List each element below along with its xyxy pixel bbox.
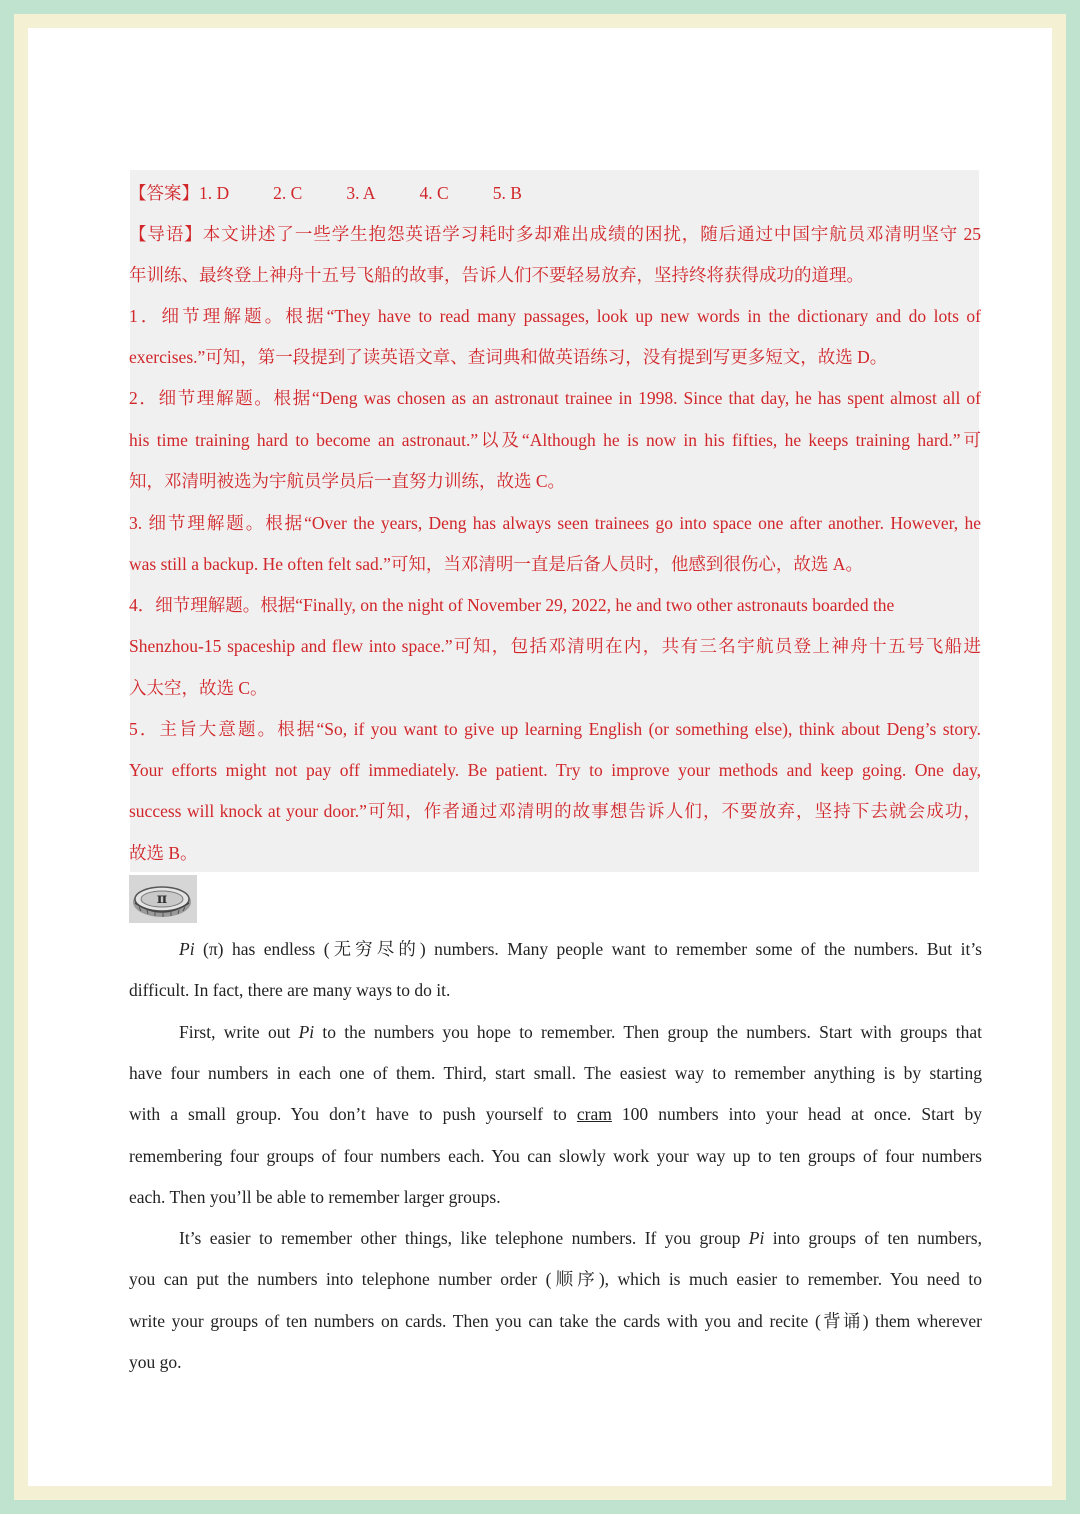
pi-word: Pi xyxy=(298,1022,315,1042)
analysis-line: 2．细节理解题。根据“Deng was chosen as an astronaut trainee in 1998. Since that day, he has spent almost all of xyxy=(129,388,981,408)
passage-line: write your groups of ten numbers on cards. Then you can take the cards with you and recite (背诵) them wherever xyxy=(129,1311,982,1331)
passage-line: you can put the numbers into telephone number order (顺序), which is much easier to remember. You need to xyxy=(129,1269,982,1289)
analysis-line: was still a backup. He often felt sad.”可知，当邓清明一直是后备人员时，他感到很伤心，故选 A。 xyxy=(129,554,863,574)
pi-word: Pi xyxy=(748,1228,765,1248)
analysis-line: 4．细节理解题。根据“Finally, on the night of November 29, 2022, he and two other astronauts boarded the xyxy=(129,595,895,615)
answer-key xyxy=(129,182,981,204)
passage-line: difficult. In fact, there are many ways to do it. xyxy=(129,980,451,1000)
passage-text: with a small group. You don’t have to push yourself to xyxy=(129,1104,577,1124)
pi-pie-image xyxy=(129,875,197,923)
passage-line: you go. xyxy=(129,1352,182,1372)
analysis-line: 知，邓清明被选为宇航员学员后一直努力训练，故选 C。 xyxy=(129,471,566,491)
passage-text: First, write out xyxy=(179,1022,299,1042)
pi-pie-icon xyxy=(129,875,197,923)
cram-word: cram xyxy=(576,1104,612,1124)
passage-line: remembering four groups of four numbers each. You can slowly work your way up to ten groups of four numbers xyxy=(129,1146,982,1166)
analysis-line: Shenzhou-15 spaceship and flew into space.”可知，包括邓清明在内，共有三名宇航员登上神舟十五号飞船进 xyxy=(129,636,981,656)
pi-glyph: π xyxy=(156,891,168,907)
passage-line xyxy=(129,1103,982,1125)
passage-text: 100 numbers into your head at once. Start by xyxy=(611,1104,982,1124)
answer-item: 2. C xyxy=(273,183,303,203)
analysis-line: 5．主旨大意题。根据“So, if you want to give up learning English (or something else), think about Deng’s story. xyxy=(129,719,981,739)
analysis-line: his time training hard to become an astronaut.”以及“Although he is now in his fifties, he keeps training hard.”可 xyxy=(129,430,981,450)
answer-label: 【答案】 xyxy=(129,183,199,203)
passage-line xyxy=(129,1227,982,1249)
passage-line xyxy=(129,938,982,960)
analysis-line: 1．细节理解题。根据“They have to read many passages, look up new words in the dictionary and do lots of xyxy=(129,306,981,326)
passage-line xyxy=(129,1021,982,1043)
passage-line: have four numbers in each one of them. Third, start small. The easiest way to remember anything is by starting xyxy=(129,1063,982,1083)
analysis-line: 故选 B。 xyxy=(129,843,198,863)
passage-line: each. Then you’ll be able to remember larger groups. xyxy=(129,1187,501,1207)
document-page xyxy=(28,28,1052,1486)
passage-text: It’s easier to remember other things, like telephone numbers. If you group xyxy=(179,1228,749,1248)
answer-item: 4. C xyxy=(419,183,449,203)
passage-text: to the numbers you hope to remember. Then group the numbers. Start with groups that xyxy=(314,1022,982,1042)
page-frame xyxy=(14,14,1066,1500)
analysis-line: 【导语】本文讲述了一些学生抱怨英语学习耗时多却难出成绩的困扰，随后通过中国宇航员邓清明坚守 25 xyxy=(129,224,981,244)
analysis-line: 年训练、最终登上神舟十五号飞船的故事，告诉人们不要轻易放弃，坚持终将获得成功的道理。 xyxy=(129,265,864,285)
answer-item: 5. B xyxy=(492,183,522,203)
answer-item: 3. A xyxy=(346,183,376,203)
analysis-line: exercises.”可知，第一段提到了读英语文章、查词典和做英语练习，没有提到写更多短文，故选 D。 xyxy=(129,347,888,367)
passage-text: (π) has endless (无穷尽的) numbers. Many people want to remember some of the numbers. But it’s xyxy=(194,939,982,959)
answer-item: 1. D xyxy=(199,183,230,203)
passage-text: into groups of ten numbers, xyxy=(764,1228,982,1248)
analysis-line: success will knock at your door.”可知，作者通过邓清明的故事想告诉人们，不要放弃，坚持下去就会成功， xyxy=(129,801,981,821)
pi-word: Pi xyxy=(179,939,195,959)
analysis-line: 3. 细节理解题。根据“Over the years, Deng has always seen trainees go into space one after another. However, he xyxy=(129,513,981,533)
analysis-line: 入太空，故选 C。 xyxy=(129,678,268,698)
analysis-line: Your efforts might not pay off immediately. Be patient. Try to improve your methods and keep going. One day, xyxy=(129,760,981,780)
